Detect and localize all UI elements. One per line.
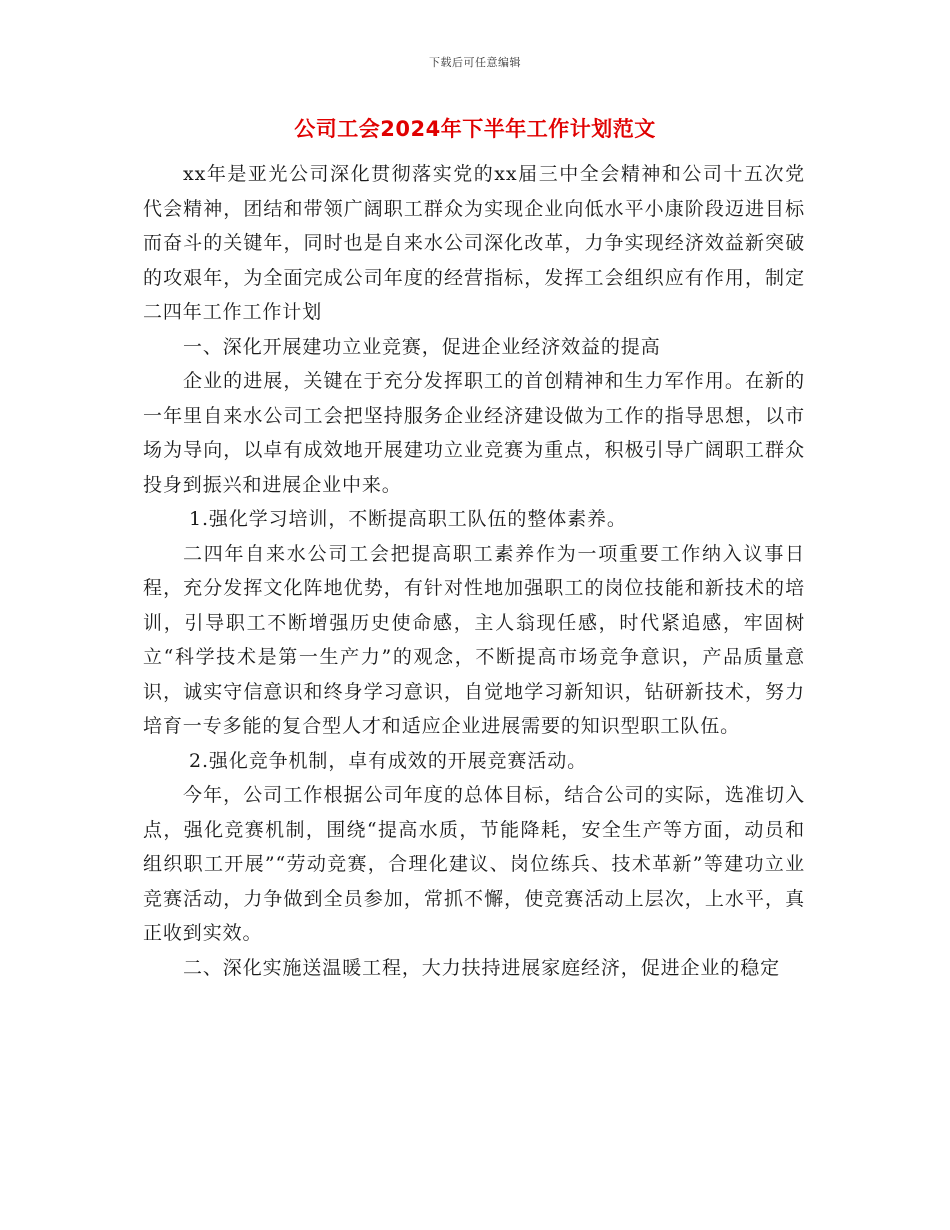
page-header-note: 下载后可任意编辑 (429, 56, 521, 69)
document-body (143, 157, 805, 985)
subsection-heading-2: 2.强化竞争机制，卓有成效的开展竞赛活动。 (189, 749, 588, 772)
subsection-heading-1: 1.强化学习培训，不断提高职工队伍的整体素养。 (189, 508, 627, 530)
section-1-paragraph: 企业的进展，关键在于充分发挥职工的首创精神和生力军作用。在新的一年里自来水公司工会把坚持服务企业经济建设做为工作的指导思想，以市场为导向，以卓有成效地开展建功立业竞赛为重点，积极引导广阔职工群众投身到振兴和进展企业中来。 (143, 370, 805, 496)
subsection-2-paragraph: 今年，公司工作根据公司年度的总体目标，结合公司的实际，选准切入点，强化竞赛机制，围绕“提高水质，节能降耗，安全生产等方面，动员和组织职工开展”“劳动竞赛，合理化建议、岗位练兵、技术革新”等建功立业竞赛活动，力争做到全员参加，常抓不懈，使竞赛活动上层次，上水平，真正收到实效。 (143, 784, 805, 944)
document-title: 公司工会2024年下半年工作计划范文 (294, 117, 656, 141)
intro-paragraph: xx年是亚光公司深化贯彻落实党的xx届三中全会精神和公司十五次党代会精神，团结和带领广阔职工群众为实现企业向低水平小康阶段迈进目标而奋斗的关键年，同时也是自来水公司深化改革，力争实现经济效益新突破的攻艰年，为全面完成公司年度的经营指标，发挥工会组织应有作用，制定二四年工作工作计划 (143, 163, 805, 323)
section-heading-2: 二、深化实施送温暖工程，大力扶持进展家庭经济，促进企业的稳定 (183, 956, 781, 979)
section-heading-1: 一、深化开展建功立业竞赛，促进企业经济效益的提高 (183, 335, 661, 358)
subsection-1-paragraph: 二四年自来水公司工会把提高职工素养作为一项重要工作纳入议事日程，充分发挥文化阵地优势，有针对性地加强职工的岗位技能和新技术的培训，引导职工不断增强历史使命感，主人翁现任感，时代紧追感，牢固树立“科学技术是第一生产力”的观念，不断提高市场竞争意识，产品质量意识，诚实守信意识和终身学习意识，自觉地学习新知识，钻研新技术，努力培育一专多能的复合型人才和适应企业进展需要的知识型职工队伍。 (143, 542, 805, 737)
